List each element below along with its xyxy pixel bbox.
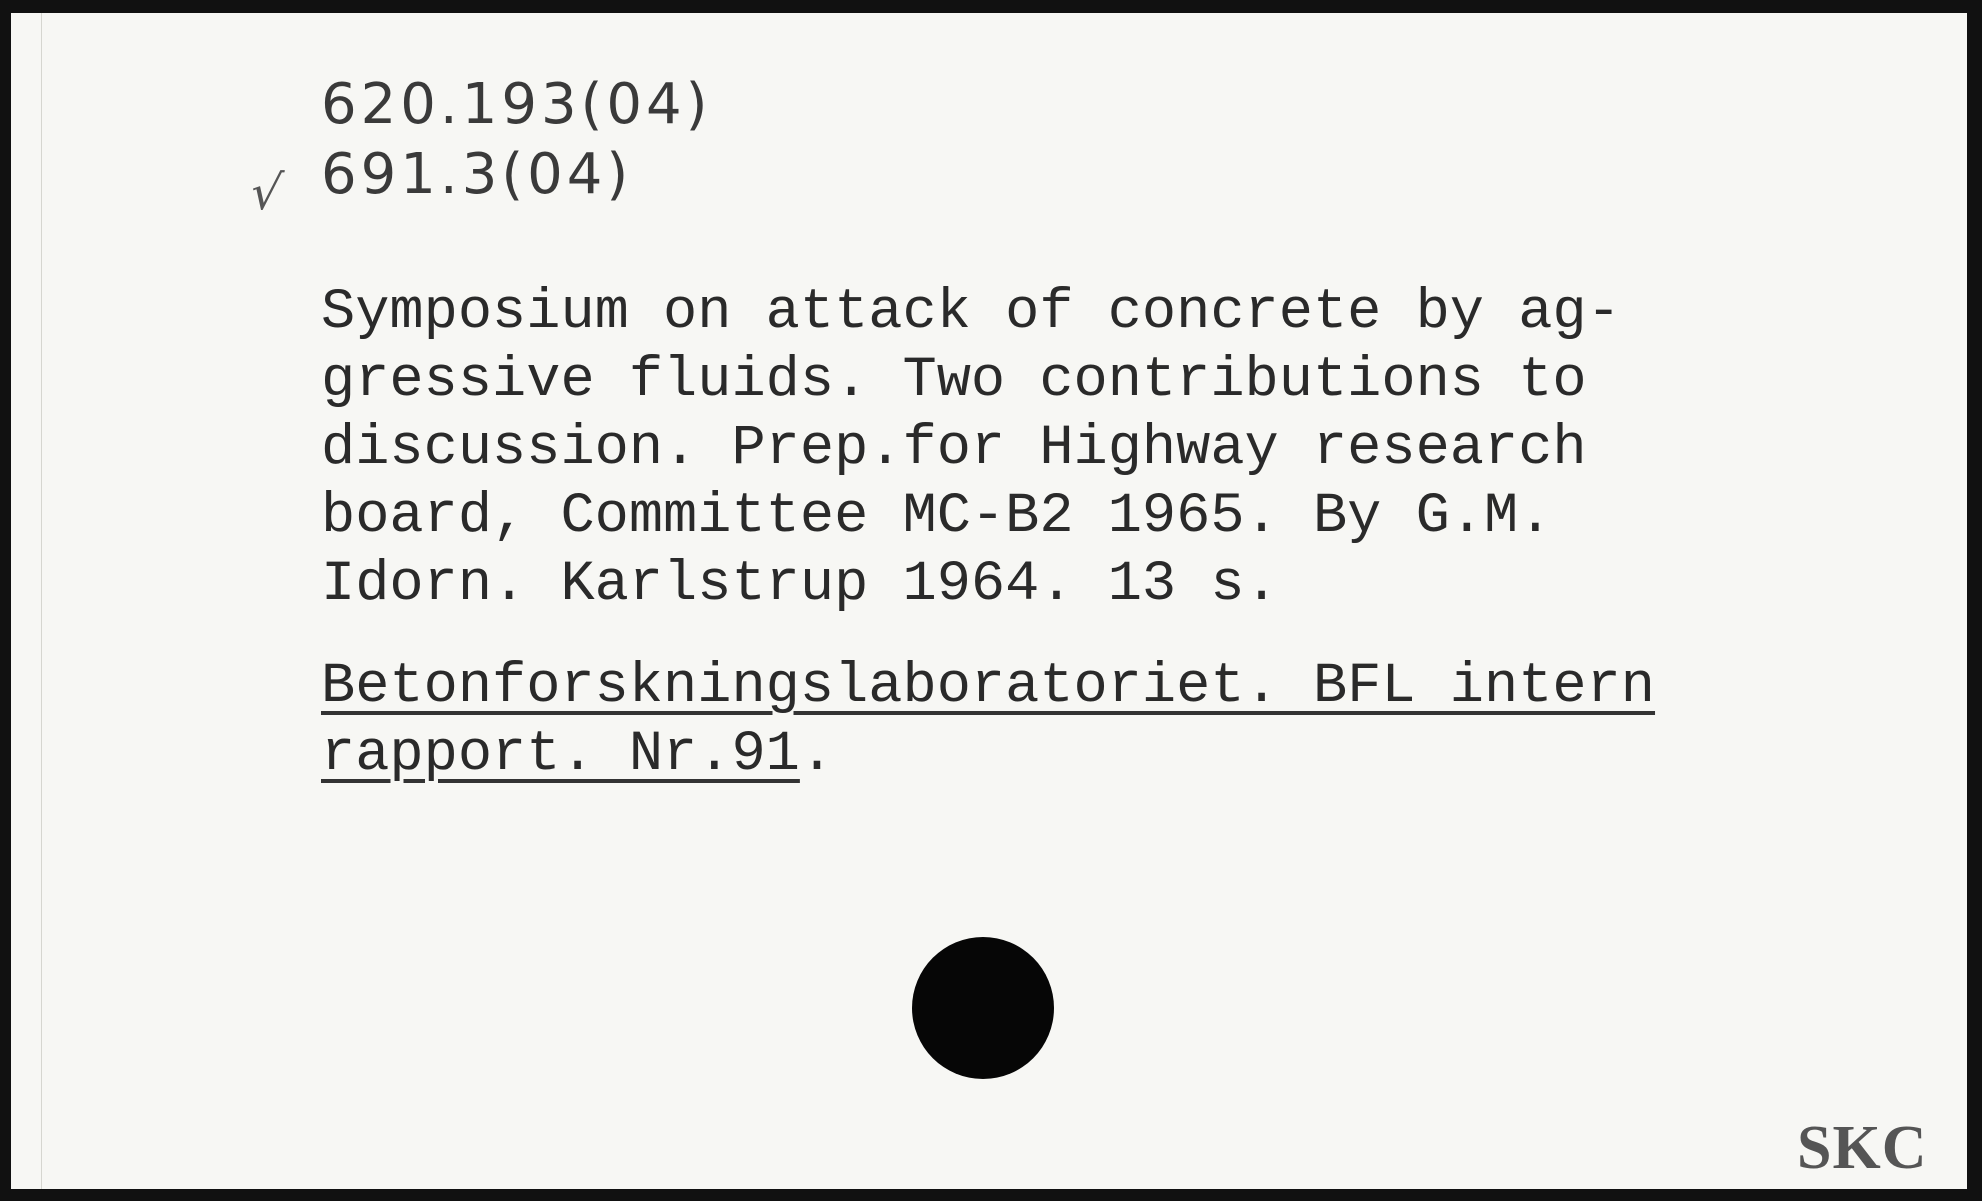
library-stamp: SKC	[1797, 1114, 1928, 1182]
description-line: Symposium on attack of concrete by ag-	[321, 281, 1621, 345]
class-number-2: 691.3(04)	[321, 142, 633, 207]
series-line: Betonforskningslaboratoriet. BFL intern	[321, 655, 1656, 719]
check-mark: √	[247, 165, 286, 221]
series-line: rapport. Nr.91	[321, 723, 800, 787]
series-period: .	[799, 723, 835, 787]
catalog-card	[11, 13, 1967, 1189]
description-line: Idorn. Karlstrup 1964. 13 s.	[321, 553, 1279, 617]
series-statement	[321, 653, 1821, 789]
class-number-1: 620.193(04)	[321, 72, 712, 137]
description-line: discussion. Prep.for Highway research	[321, 417, 1587, 481]
description-line: gressive fluids. Two contributions to	[321, 349, 1587, 413]
card-margin-line	[41, 13, 42, 1189]
punch-hole	[912, 937, 1054, 1079]
description-line: board, Committee MC-B2 1965. By G.M.	[321, 485, 1553, 549]
description	[321, 279, 1761, 619]
